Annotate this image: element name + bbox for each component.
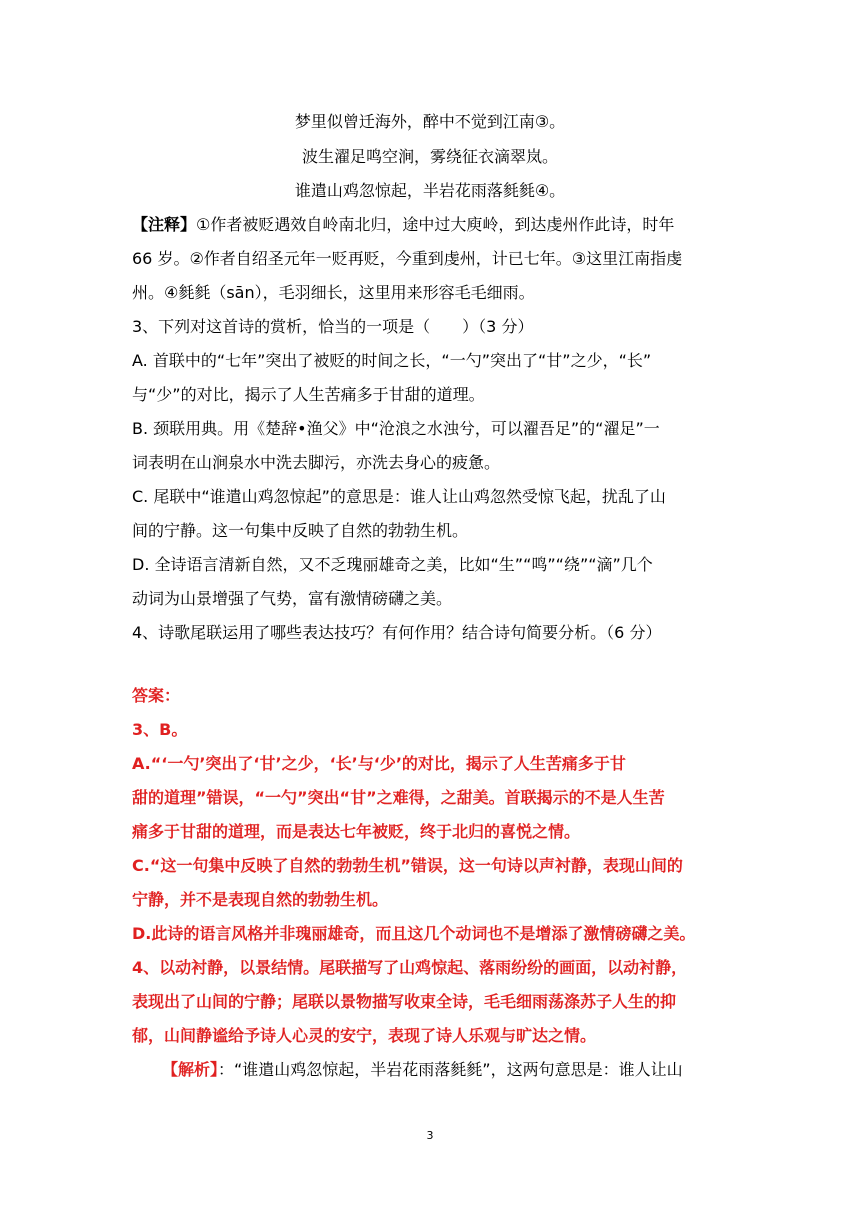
answer-heading: 答案： <box>132 686 181 705</box>
page-number: 3 <box>426 1129 434 1142</box>
option-b-line-1: B. 颈联用典。用《楚辞•渔父》中“沧浪之水浊兮，可以濯吾足”的“濯足”一 <box>132 419 660 438</box>
option-a-line-1: A. 首联中的“七年”突出了被贬的时间之长，“一勺”突出了“甘”之少，“长” <box>132 351 652 370</box>
answer-line-1: 3、B。 <box>132 720 188 739</box>
note-line-3: 州。④毵毵（sān），毛羽细长，这里用来形容毛毛细雨。 <box>132 283 535 302</box>
question-4: 4、诗歌尾联运用了哪些表达技巧？有何作用？结合诗句简要分析。（6 分） <box>132 623 662 642</box>
option-a-line-2: 与“少”的对比，揭示了人生苦痛多于甘甜的道理。 <box>132 385 485 404</box>
analysis-text: ：“谁遣山鸡忽惊起，半岩花雨落毵毵”，这两句意思是：谁人让山 <box>218 1060 683 1079</box>
note-line-1 <box>132 214 732 236</box>
note-line-2: 66 岁。②作者自绍圣元年一贬再贬，今重到虔州，计已七年。③这里江南指虔 <box>132 249 683 268</box>
answer-line-3: 甜的道理”错误，“一勺”突出“甘”之难得，之甜美。首联揭示的不是人生苦 <box>132 788 665 807</box>
answer-line-5: C.“这一句集中反映了自然的勃勃生机”错误，这一句诗以声衬静，表现山间的 <box>132 856 683 875</box>
answer-line-7: D.此诗的语言风格并非瑰丽雄奇，而且这几个动词也不是增添了激情磅礴之美。 <box>132 924 696 943</box>
answer-line-2: A.“‘一勺’突出了‘甘’之少，‘长’与‘少’的对比，揭示了人生苦痛多于甘 <box>132 754 626 773</box>
analysis-line <box>162 1059 732 1081</box>
poem-line-2: 波生濯足鸣空涧，雾绕征衣滴翠岚。 <box>301 147 558 166</box>
answer-line-4: 痛多于甘甜的道理，而是表达七年被贬，终于北归的喜悦之情。 <box>132 822 581 841</box>
answer-line-9: 表现出了山间的宁静；尾联以景物描写收束全诗，毛毛细雨荡涤苏子人生的抑 <box>132 992 677 1011</box>
option-c-line-1: C. 尾联中“谁遣山鸡忽惊起”的意思是：谁人让山鸡忽然受惊飞起，扰乱了山 <box>132 487 666 506</box>
option-b-line-2: 词表明在山涧泉水中洗去脚污，亦洗去身心的疲惫。 <box>132 453 501 472</box>
note-text: ①作者被贬遇效自岭南北归，途中过大庾岭，到达虔州作此诗，时年 <box>196 215 675 234</box>
poem-line-3: 谁遣山鸡忽惊起，半岩花雨落毵毵④。 <box>294 181 566 200</box>
analysis-label: 【解析】 <box>162 1060 219 1079</box>
answer-line-8: 4、以动衬静，以景结情。尾联描写了山鸡惊起、落雨纷纷的画面，以动衬静， <box>132 958 688 977</box>
question-3: 3、下列对这首诗的赏析，恰当的一项是（ ）（3 分） <box>132 317 534 336</box>
answer-line-10: 郁，山间静谧给予诗人心灵的安宁，表现了诗人乐观与旷达之情。 <box>132 1026 597 1045</box>
option-d-line-1: D. 全诗语言清新自然，又不乏瑰丽雄奇之美，比如“生”“鸣”“绕”“滴”几个 <box>132 555 653 574</box>
option-d-line-2: 动词为山景增强了气势，富有激情磅礴之美。 <box>132 589 453 608</box>
note-label: 【注释】 <box>132 215 197 234</box>
poem-line-1: 梦里似曾迁海外，醉中不觉到江南③。 <box>294 112 566 131</box>
option-c-line-2: 间的宁静。这一句集中反映了自然的勃勃生机。 <box>132 521 469 540</box>
answer-line-6: 宁静，并不是表现自然的勃勃生机。 <box>132 890 389 909</box>
